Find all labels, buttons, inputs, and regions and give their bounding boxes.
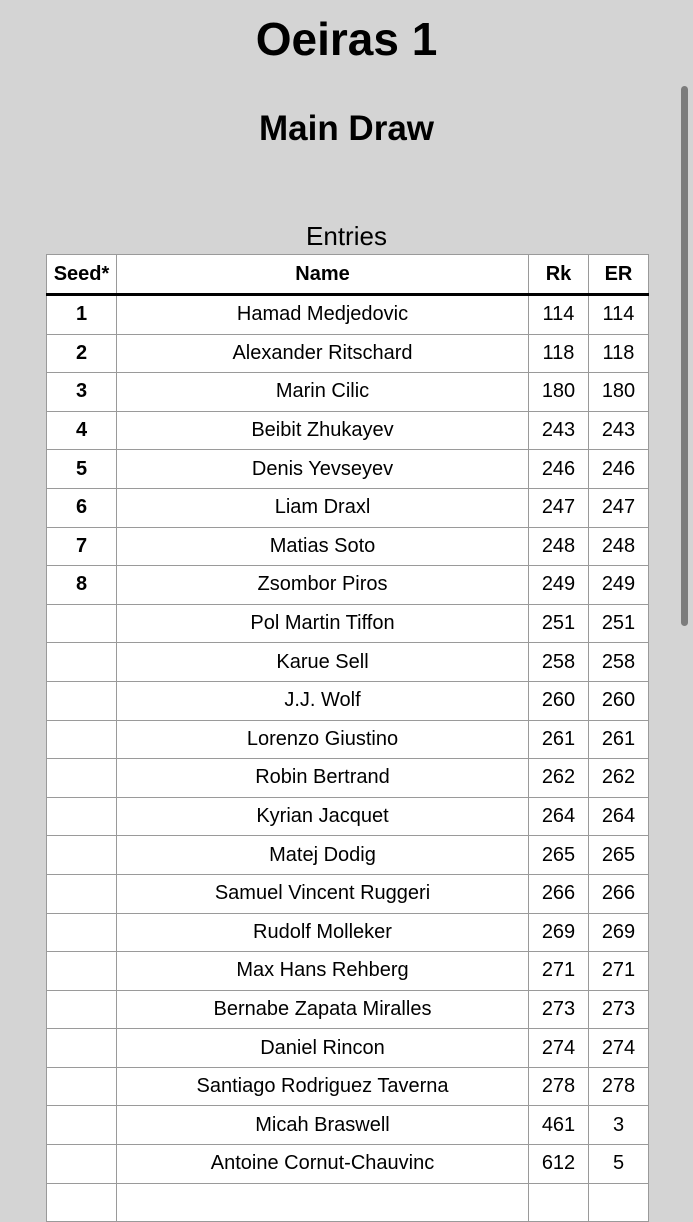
entries-body: [47, 295, 649, 1222]
seed-cell: 2: [47, 334, 117, 373]
player-name-cell: Antoine Cornut-Chauvinc: [117, 1145, 529, 1184]
player-name-cell: J.J. Wolf: [117, 681, 529, 720]
entry-rank-cell: 269: [589, 913, 649, 952]
entry-rank-cell: 180: [589, 373, 649, 412]
player-name-cell: Hamad Medjedovic: [117, 295, 529, 335]
player-name-cell: Pol Martin Tiffon: [117, 604, 529, 643]
entry-rank-cell: 118: [589, 334, 649, 373]
player-name-cell: Samuel Vincent Ruggeri: [117, 874, 529, 913]
table-row: [47, 874, 649, 913]
table-row: [47, 913, 649, 952]
entry-rank-cell: 278: [589, 1067, 649, 1106]
entries-table: [46, 254, 649, 1222]
rank-cell: 118: [529, 334, 589, 373]
player-name-cell: [117, 1183, 529, 1222]
column-header-seed: Seed*: [47, 255, 117, 295]
table-row: [47, 488, 649, 527]
player-name-cell: Zsombor Piros: [117, 566, 529, 605]
seed-cell: 1: [47, 295, 117, 335]
player-name-cell: Liam Draxl: [117, 488, 529, 527]
rank-cell: 251: [529, 604, 589, 643]
entry-rank-cell: 260: [589, 681, 649, 720]
table-row: [47, 797, 649, 836]
entry-rank-cell: 274: [589, 1029, 649, 1068]
rank-cell: 461: [529, 1106, 589, 1145]
rank-cell: 247: [529, 488, 589, 527]
table-row: [47, 952, 649, 991]
seed-cell: [47, 1106, 117, 1145]
player-name-cell: Micah Braswell: [117, 1106, 529, 1145]
player-name-cell: Daniel Rincon: [117, 1029, 529, 1068]
table-row: [47, 1106, 649, 1145]
table-row: [47, 1183, 649, 1222]
column-header-rk: Rk: [529, 255, 589, 295]
seed-cell: [47, 836, 117, 875]
column-header-name: Name: [117, 255, 529, 295]
entry-rank-cell: 258: [589, 643, 649, 682]
entry-rank-cell: 249: [589, 566, 649, 605]
seed-cell: [47, 1145, 117, 1184]
column-header-er: ER: [589, 255, 649, 295]
seed-cell: [47, 797, 117, 836]
seed-cell: [47, 913, 117, 952]
rank-cell: 260: [529, 681, 589, 720]
seed-cell: 6: [47, 488, 117, 527]
rank-cell: 269: [529, 913, 589, 952]
table-row: [47, 527, 649, 566]
entry-rank-cell: 265: [589, 836, 649, 875]
player-name-cell: Alexander Ritschard: [117, 334, 529, 373]
seed-cell: [47, 681, 117, 720]
rank-cell: 261: [529, 720, 589, 759]
table-row: [47, 373, 649, 412]
rank-cell: 249: [529, 566, 589, 605]
scrollbar-thumb[interactable]: [681, 86, 688, 626]
rank-cell: [529, 1183, 589, 1222]
entry-rank-cell: 261: [589, 720, 649, 759]
entry-rank-cell: 5: [589, 1145, 649, 1184]
table-row: [47, 1145, 649, 1184]
rank-cell: 246: [529, 450, 589, 489]
seed-cell: [47, 874, 117, 913]
table-row: [47, 604, 649, 643]
table-row: [47, 566, 649, 605]
entry-rank-cell: 264: [589, 797, 649, 836]
player-name-cell: Rudolf Molleker: [117, 913, 529, 952]
seed-cell: 4: [47, 411, 117, 450]
seed-cell: 8: [47, 566, 117, 605]
player-name-cell: Matej Dodig: [117, 836, 529, 875]
table-row: [47, 450, 649, 489]
player-name-cell: Denis Yevseyev: [117, 450, 529, 489]
player-name-cell: Karue Sell: [117, 643, 529, 682]
entry-rank-cell: 247: [589, 488, 649, 527]
player-name-cell: Marin Cilic: [117, 373, 529, 412]
entry-rank-cell: 246: [589, 450, 649, 489]
entry-rank-cell: 114: [589, 295, 649, 335]
rank-cell: 243: [529, 411, 589, 450]
table-row: [47, 334, 649, 373]
player-name-cell: Santiago Rodriguez Taverna: [117, 1067, 529, 1106]
rank-cell: 273: [529, 990, 589, 1029]
page-title: Oeiras 1: [255, 13, 438, 65]
seed-cell: [47, 604, 117, 643]
table-row: [47, 411, 649, 450]
rank-cell: 612: [529, 1145, 589, 1184]
page-subtitle: Main Draw: [258, 109, 435, 148]
table-caption: Entries: [306, 221, 387, 251]
player-name-cell: Bernabe Zapata Miralles: [117, 990, 529, 1029]
seed-cell: 7: [47, 527, 117, 566]
entry-rank-cell: 266: [589, 874, 649, 913]
rank-cell: 274: [529, 1029, 589, 1068]
table-row: [47, 990, 649, 1029]
rank-cell: 266: [529, 874, 589, 913]
seed-cell: [47, 720, 117, 759]
entry-rank-cell: [589, 1183, 649, 1222]
seed-cell: 3: [47, 373, 117, 412]
rank-cell: 114: [529, 295, 589, 335]
entry-rank-cell: 251: [589, 604, 649, 643]
player-name-cell: Kyrian Jacquet: [117, 797, 529, 836]
table-row: [47, 643, 649, 682]
seed-cell: [47, 759, 117, 798]
rank-cell: 180: [529, 373, 589, 412]
player-name-cell: Beibit Zhukayev: [117, 411, 529, 450]
player-name-cell: Lorenzo Giustino: [117, 720, 529, 759]
table-row: [47, 1029, 649, 1068]
table-row: [47, 295, 649, 335]
seed-cell: [47, 1183, 117, 1222]
player-name-cell: Robin Bertrand: [117, 759, 529, 798]
entry-rank-cell: 273: [589, 990, 649, 1029]
entry-rank-cell: 248: [589, 527, 649, 566]
entry-rank-cell: 3: [589, 1106, 649, 1145]
table-row: [47, 1067, 649, 1106]
seed-cell: 5: [47, 450, 117, 489]
rank-cell: 258: [529, 643, 589, 682]
seed-cell: [47, 952, 117, 991]
table-row: [47, 681, 649, 720]
table-row: [47, 836, 649, 875]
seed-cell: [47, 1067, 117, 1106]
rank-cell: 271: [529, 952, 589, 991]
entry-rank-cell: 262: [589, 759, 649, 798]
table-header-row: [47, 255, 649, 295]
rank-cell: 264: [529, 797, 589, 836]
entry-rank-cell: 271: [589, 952, 649, 991]
rank-cell: 248: [529, 527, 589, 566]
table-row: [47, 720, 649, 759]
player-name-cell: Max Hans Rehberg: [117, 952, 529, 991]
rank-cell: 262: [529, 759, 589, 798]
seed-cell: [47, 990, 117, 1029]
player-name-cell: Matias Soto: [117, 527, 529, 566]
rank-cell: 278: [529, 1067, 589, 1106]
seed-cell: [47, 1029, 117, 1068]
table-row: [47, 759, 649, 798]
entry-rank-cell: 243: [589, 411, 649, 450]
seed-cell: [47, 643, 117, 682]
rank-cell: 265: [529, 836, 589, 875]
